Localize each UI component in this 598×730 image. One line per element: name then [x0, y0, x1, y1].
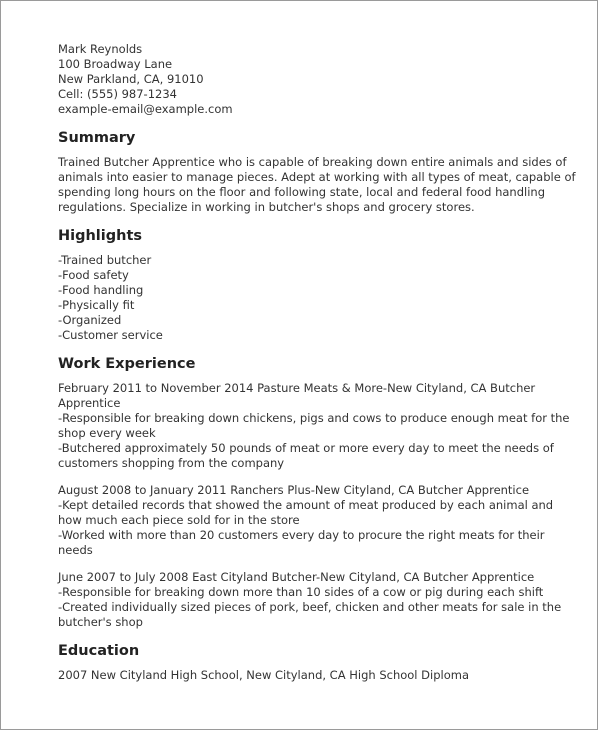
job-bullet: -Butchered approximately 50 pounds of meat or more every day to meet the needs of customers shopping from the company — [58, 441, 554, 470]
job-entry — [58, 381, 580, 471]
highlights-heading: Highlights — [58, 228, 143, 244]
highlight-item: -Food safety — [58, 268, 129, 282]
highlight-item: -Food handling — [58, 283, 144, 297]
contact-street: 100 Broadway Lane — [58, 57, 173, 71]
contact-block — [58, 42, 580, 117]
job-bullet: -Created individually sized pieces of pork, beef, chicken and other meats for sale in the butcher's shop — [58, 600, 562, 629]
contact-city: New Parkland, CA, 91010 — [58, 72, 204, 86]
resume-content — [58, 42, 580, 683]
job-bullet: -Responsible for breaking down more than 10 sides of a cow or pig during each shift — [58, 585, 544, 599]
job-bullet: -Worked with more than 20 customers every day to procure the right meats for their needs — [58, 528, 545, 557]
job-bullet: -Kept detailed records that showed the amount of meat produced by each animal and how much each piece sold for in the store — [58, 498, 554, 527]
education-section — [58, 642, 580, 683]
experience-heading: Work Experience — [58, 356, 196, 372]
highlight-item: -Customer service — [58, 328, 163, 342]
summary-heading: Summary — [58, 130, 136, 146]
job-header: February 2011 to November 2014 Pasture Meats & More-New Cityland, CA Butcher Apprentice — [58, 381, 536, 410]
summary-section — [58, 129, 580, 215]
highlight-item: -Trained butcher — [58, 253, 152, 267]
job-header: June 2007 to July 2008 East Cityland Butcher-New Cityland, CA Butcher Apprentice — [58, 570, 535, 584]
highlight-item: -Organized — [58, 313, 122, 327]
experience-section — [58, 355, 580, 630]
contact-name: Mark Reynolds — [58, 42, 143, 56]
education-heading: Education — [58, 643, 140, 659]
education-text: 2007 New Cityland High School, New Cityland, CA High School Diploma — [58, 668, 469, 682]
contact-phone: Cell: (555) 987-1234 — [58, 87, 177, 101]
job-header: August 2008 to January 2011 Ranchers Plus-New Cityland, CA Butcher Apprentice — [58, 483, 530, 497]
highlight-item: -Physically fit — [58, 298, 135, 312]
job-entry — [58, 483, 580, 558]
job-entry — [58, 570, 580, 630]
highlights-section — [58, 227, 580, 343]
summary-text: Trained Butcher Apprentice who is capable of breaking down entire animals and sides of animals into easier to manage pieces. Adept at working with all types of meat, capable of spending long hours on the floor and following state, local and federal food handling regulations. Specialize in working in butcher's shops and grocery stores. — [58, 155, 576, 214]
job-bullet: -Responsible for breaking down chickens, pigs and cows to produce enough meat for the shop every week — [58, 411, 570, 440]
contact-email: example-email@example.com — [58, 102, 233, 116]
